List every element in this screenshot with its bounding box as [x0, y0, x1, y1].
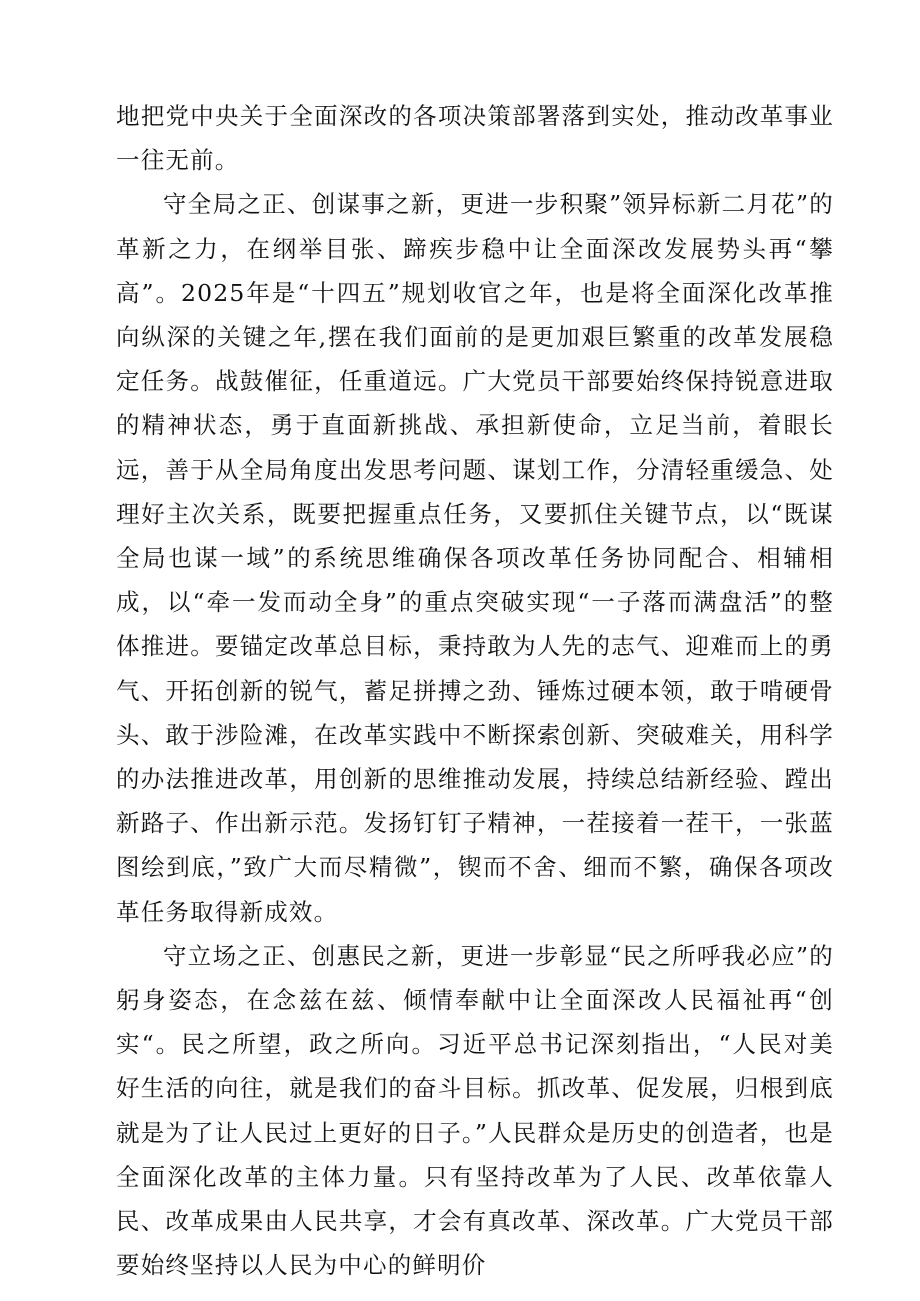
paragraph-people-welfare: 守立场之正、创惠民之新，更进一步彰显“民之所呼我必应”的躬身姿态，在念兹在兹、倾情奉献中让全面深改人民福祉再“创实“。民之所望，政之所向。习近平总书记深刻指出，“人民对美好生活的向往，就是我们的奋斗目标。抓改革、促发展，归根到底就是为了让人民过上更好的日子。”人民群众是历史的创造者，也是全面深化改革的主体力量。只有坚持改革为了人民、改革依靠人民、改革成果由人民共享，才会有真改革、深改革。广大党员干部要始终坚持以人民为中心的鲜明价	[116, 941, 834, 1280]
document-body	[116, 94, 834, 1287]
paragraph-continuation: 地把党中央关于全面深改的各项决策部署落到实处，推动改革事业一往无前。	[116, 102, 834, 175]
paragraph-overall-situation: 守全局之正、创谋事之新，更进一步积聚”领异标新二月花”的革新之力，在纲举目张、蹄疾步稳中让全面深改发展势头再“攀高”。2025年是“十四五”规划收官之年，也是将全面深化改革推向纵深的关键之年,摆在我们面前的是更加艰巨繁重的改革发展稳定任务。战鼓催征，任重道远。广大党员干部要始终保持锐意进取的精神状态，勇于直面新挑战、承担新使命，立足当前，着眼长远，善于从全局角度出发思考问题、谋划工作，分清轻重缓急、处理好主次关系，既要把握重点任务，又要抓住关键节点，以“既谋全局也谋一域”的系统思维确保各项改革任务协同配合、相辅相成，以“牵一发而动全身”的重点突破实现“一子落而满盘活”的整体推进。要锚定改革总目标，秉持敢为人先的志气、迎难而上的勇气、开拓创新的锐气，蓄足拼搏之劲、锤炼过硬本领，敢于啃硬骨头、敢于涉险滩，在改革实践中不断探索创新、突破难关，用科学的办法推进改革，用创新的思维推动发展，持续总结新经验、蹚出新路子、作出新示范。发扬钉钉子精神，一茬接着一茬干，一张蓝图绘到底，”致广大而尽精微”，锲而不舍、细而不繁，确保各项改革任务取得新成效。	[116, 190, 834, 926]
